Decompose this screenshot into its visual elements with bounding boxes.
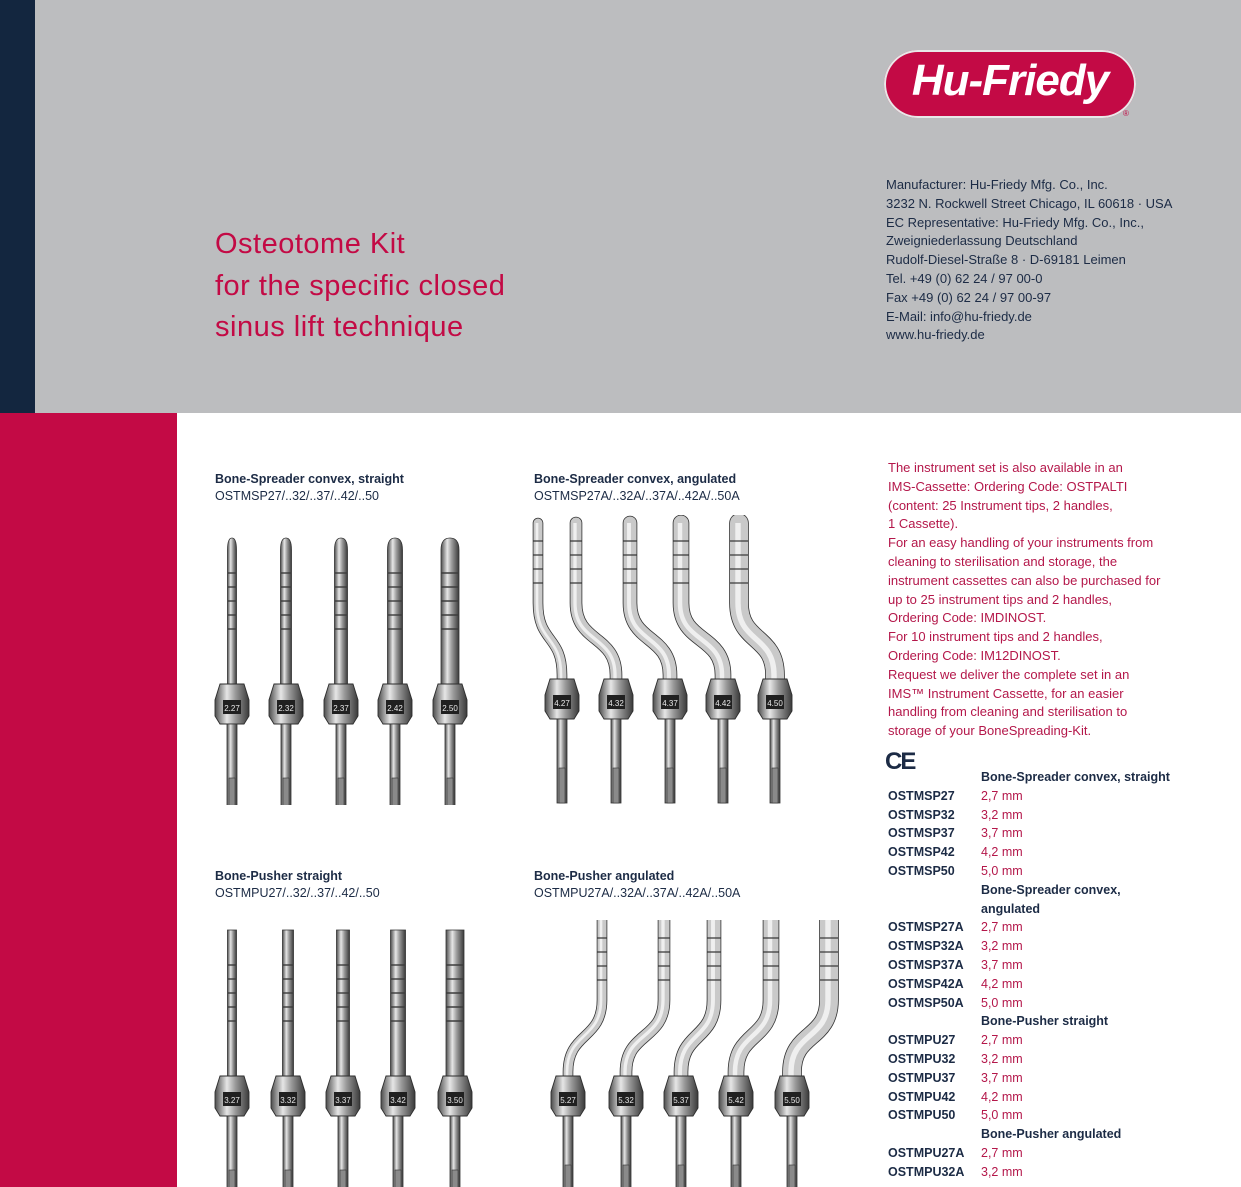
product-size: 3,2 mm [981, 939, 1023, 954]
instrument-label: 2.50 [442, 704, 458, 713]
product-code: OSTMSP42A [888, 976, 964, 991]
table-row [888, 862, 1188, 881]
table-group-header [888, 900, 1188, 919]
instrument-tip [730, 523, 792, 803]
table-row [888, 994, 1188, 1013]
address-line: EC Representative: Hu-Friedy Mfg. Co., Inc., [886, 214, 1144, 230]
section-title: Bone-Pusher angulated [534, 869, 675, 883]
instrument-label: 4.50 [767, 699, 783, 708]
group-title: angulated [981, 901, 1041, 916]
instrument-label: 3.37 [335, 1096, 351, 1105]
title-line: Osteotome Kit [215, 228, 406, 260]
instrument-label: 2.32 [278, 704, 294, 713]
spreader-straight-instruments [205, 530, 480, 805]
info-line: storage of your BoneSpreading-Kit. [888, 723, 1092, 739]
section-heading-pusher-angulated [534, 868, 740, 902]
address-line: Rudolf-Diesel-Straße 8 · D-69181 Leimen [886, 252, 1126, 268]
table-row [888, 1069, 1188, 1088]
crimson-side-band [0, 413, 177, 1187]
info-line: handling from cleaning and sterilisation to [888, 704, 1128, 720]
table-row [888, 1031, 1188, 1050]
product-size: 2,7 mm [981, 1145, 1023, 1160]
table-row [888, 1106, 1188, 1125]
group-title: Bone-Spreader convex, [981, 882, 1121, 897]
product-code: OSTMSP27 [888, 788, 955, 803]
product-size: 5,0 mm [981, 995, 1023, 1010]
group-title: Bone-Pusher angulated [981, 1127, 1122, 1142]
instrument-label: 3.32 [280, 1096, 296, 1105]
product-code: OSTMPU27 [888, 1033, 956, 1048]
instrument-tip [269, 538, 303, 805]
product-size: 5,0 mm [981, 1108, 1023, 1123]
instrument-label: 5.32 [618, 1096, 634, 1105]
info-line: 1 Cassette). [888, 516, 959, 532]
address-line: Tel. +49 (0) 62 24 / 97 00-0 [886, 270, 1043, 286]
product-size: 2,7 mm [981, 788, 1023, 803]
table-row [888, 937, 1188, 956]
instrument-tip [324, 538, 358, 805]
ordering-info [888, 459, 1188, 741]
table-row [888, 1163, 1188, 1182]
address-line: 3232 N. Rockwell Street Chicago, IL 60618 · USA [886, 195, 1173, 211]
product-size: 3,7 mm [981, 1070, 1023, 1085]
section-codes: OSTMSP27/..32/..37/..42/..50 [215, 489, 379, 503]
instrument-tip [719, 920, 779, 1187]
instrument-label: 2.27 [224, 704, 240, 713]
product-code: OSTMPU42 [888, 1089, 956, 1104]
product-code: OSTMSP32 [888, 807, 955, 822]
product-code: OSTMPU50 [888, 1108, 956, 1123]
instrument-label: 4.27 [554, 699, 570, 708]
section-title: Bone-Spreader convex, angulated [534, 472, 737, 486]
instrument-label: 5.42 [728, 1096, 744, 1105]
instrument-tip [271, 930, 305, 1187]
instrument-tip [433, 538, 467, 805]
logo-text: Hu-Friedy [911, 56, 1109, 105]
info-line: up to 25 instrument tips and 2 handles, [888, 591, 1113, 607]
instrument-tip [551, 920, 607, 1187]
title-line: sinus lift technique [215, 311, 464, 343]
section-title: Bone-Spreader convex, straight [215, 472, 404, 486]
info-line: The instrument set is also available in an [888, 460, 1123, 475]
section-title: Bone-Pusher straight [215, 869, 343, 883]
table-row [888, 1144, 1188, 1163]
product-size: 3,2 mm [981, 1164, 1023, 1179]
instrument-label: 3.42 [390, 1096, 406, 1105]
table-row [888, 956, 1188, 975]
pusher-straight-instruments [205, 922, 480, 1187]
instrument-tip [381, 930, 415, 1187]
registered-mark: ® [1123, 109, 1129, 118]
instrument-tip [378, 538, 412, 805]
table-row [888, 806, 1188, 825]
table-row [888, 824, 1188, 843]
section-heading-spreader-angulated [534, 471, 740, 505]
product-size: 3,7 mm [981, 957, 1023, 972]
hu-friedy-logo [884, 50, 1136, 118]
instrument-label: 5.37 [673, 1096, 689, 1105]
navy-side-band [0, 0, 35, 413]
product-code: OSTMPU37 [888, 1070, 956, 1085]
address-line: Manufacturer: Hu-Friedy Mfg. Co., Inc. [886, 177, 1108, 192]
product-size: 2,7 mm [981, 1033, 1023, 1048]
info-line: Ordering Code: IM12DINOST. [888, 647, 1061, 663]
product-size: 3,7 mm [981, 826, 1023, 841]
instrument-label: 3.50 [447, 1096, 463, 1105]
instrument-label: 2.37 [333, 704, 349, 713]
website-link[interactable]: www.hu-friedy.de [886, 327, 985, 343]
manufacturer-address [886, 176, 1172, 345]
section-codes: OSTMPU27A/..32A/..37A/..42A/..50A [534, 886, 741, 900]
info-line: Ordering Code: IMDINOST. [888, 610, 1047, 626]
group-title: Bone-Pusher straight [981, 1014, 1109, 1029]
instrument-label: 4.32 [608, 699, 624, 708]
product-code: OSTMSP42 [888, 845, 955, 860]
product-code: OSTMSP32A [888, 939, 964, 954]
instrument-label: 5.27 [560, 1096, 576, 1105]
address-line: Zweigniederlassung Deutschland [886, 233, 1078, 249]
product-size-table [888, 768, 1188, 1182]
product-code: OSTMPU32 [888, 1051, 956, 1066]
instrument-label: 3.27 [224, 1096, 240, 1105]
spreader-angulated-instruments [520, 515, 820, 805]
instrument-tip [438, 930, 472, 1187]
table-group-header [888, 1012, 1188, 1031]
product-size: 3,2 mm [981, 1051, 1023, 1066]
section-heading-spreader-straight [215, 471, 404, 505]
product-code: OSTMSP37 [888, 826, 955, 841]
product-code: OSTMPU27A [888, 1145, 965, 1160]
info-line: cleaning to sterilisation and storage, the [888, 553, 1118, 569]
instrument-label: 5.50 [784, 1096, 800, 1105]
instrument-tip [775, 920, 838, 1187]
product-code: OSTMSP50A [888, 995, 964, 1010]
title-line: for the specific closed [215, 269, 506, 302]
section-codes: OSTMSP27A/..32A/..37A/..42A/..50A [534, 489, 740, 503]
table-row [888, 918, 1188, 937]
instrument-tip [215, 930, 249, 1187]
info-line: For 10 instrument tips and 2 handles, [888, 629, 1103, 645]
product-code: OSTMPU32A [888, 1164, 965, 1179]
info-line: IMS™ Instrument Cassette, for an easier [888, 685, 1124, 701]
info-line: IMS-Cassette: Ordering Code: OSTPALTI [888, 478, 1128, 494]
section-heading-pusher-straight [215, 868, 380, 902]
instrument-tip [215, 538, 249, 805]
product-size: 4,2 mm [981, 976, 1023, 991]
page-title [215, 224, 505, 349]
info-line: (content: 25 Instrument tips, 2 handles, [888, 497, 1113, 513]
info-line: Request we deliver the complete set in an [888, 666, 1130, 682]
group-title: Bone-Spreader convex, straight [981, 770, 1170, 784]
section-codes: OSTMPU27/..32/..37/..42/..50 [215, 886, 380, 900]
ce-mark: CE [885, 748, 915, 775]
instrument-tip [664, 920, 721, 1187]
product-size: 4,2 mm [981, 1089, 1023, 1104]
info-line: instrument cassettes can also be purchased for [888, 572, 1161, 588]
table-row [888, 1088, 1188, 1107]
instrument-label: 2.42 [387, 704, 403, 713]
table-group-header [888, 881, 1188, 900]
info-line: For an easy handling of your instruments from [888, 535, 1154, 551]
product-code: OSTMSP27A [888, 920, 964, 935]
table-group-header [888, 1125, 1188, 1144]
product-size: 2,7 mm [981, 920, 1023, 935]
table-group-header [888, 768, 1188, 787]
table-row [888, 787, 1188, 806]
table-row [888, 843, 1188, 862]
table-row [888, 1050, 1188, 1069]
table-row [888, 975, 1188, 994]
product-code: OSTMSP37A [888, 957, 964, 972]
instrument-tip [326, 930, 360, 1187]
address-line: Fax +49 (0) 62 24 / 97 00-97 [886, 289, 1052, 305]
instrument-tip [609, 920, 670, 1187]
email-link[interactable]: E-Mail: info@hu-friedy.de [886, 308, 1032, 324]
instrument-label: 4.42 [715, 699, 731, 708]
pusher-angulated-instruments [520, 912, 850, 1187]
product-size: 3,2 mm [981, 807, 1023, 822]
product-code: OSTMSP50 [888, 863, 955, 878]
instrument-label: 4.37 [662, 699, 678, 708]
product-size: 4,2 mm [981, 845, 1023, 860]
product-size: 5,0 mm [981, 863, 1023, 878]
